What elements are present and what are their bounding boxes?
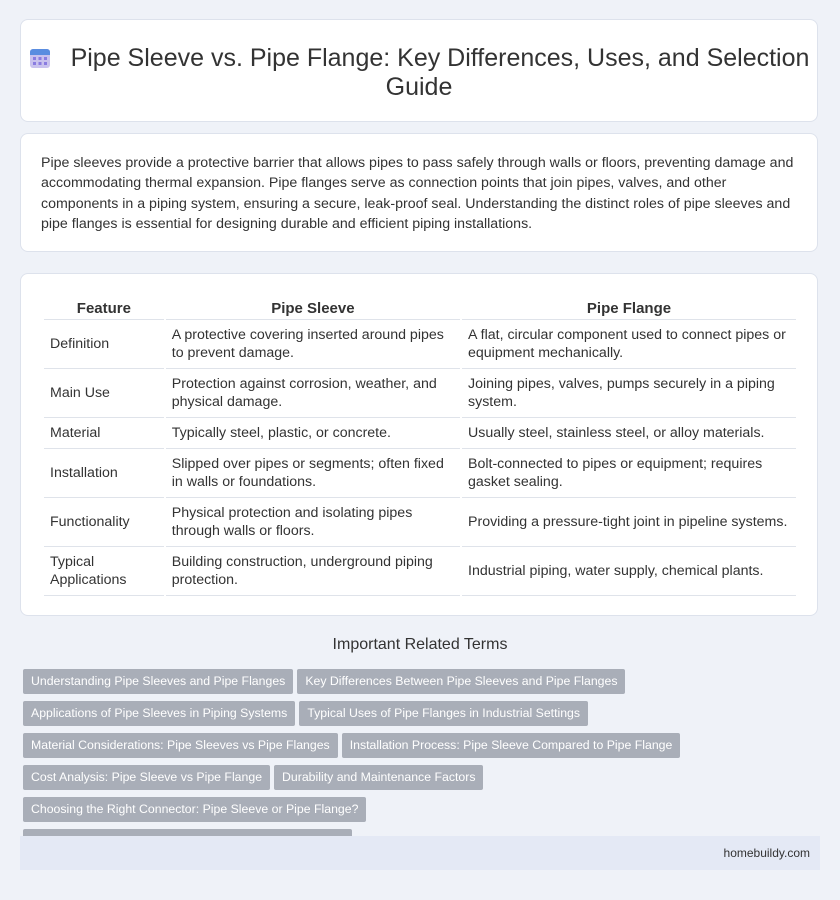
related-tag[interactable]: Durability and Maintenance Factors: [274, 765, 483, 790]
flange-cell: Industrial piping, water supply, chemical plants.: [462, 547, 796, 596]
sleeve-cell: Protection against corrosion, weather, and physical damage.: [166, 369, 460, 418]
sleeve-cell: A protective covering inserted around pipes to prevent damage.: [166, 320, 460, 369]
table-row: [44, 369, 796, 418]
header-pipe-flange: Pipe Flange: [462, 297, 796, 320]
feature-cell: Material: [44, 418, 164, 449]
title-card: [20, 19, 818, 122]
related-tag[interactable]: Understanding Pipe Sleeves and Pipe Flanges: [23, 669, 293, 694]
page-title-wrap: [21, 44, 817, 102]
related-tag[interactable]: Material Considerations: Pipe Sleeves vs Pipe Flanges: [23, 733, 338, 758]
feature-cell: Main Use: [44, 369, 164, 418]
table-row: [44, 320, 796, 369]
feature-cell: Installation: [44, 449, 164, 498]
table-row: [44, 418, 796, 449]
flange-cell: Joining pipes, valves, pumps securely in a piping system.: [462, 369, 796, 418]
sleeve-cell: Physical protection and isolating pipes through walls or floors.: [166, 498, 460, 547]
intro-card: [20, 133, 818, 252]
feature-cell: Typical Applications: [44, 547, 164, 596]
header-feature: Feature: [44, 297, 164, 320]
table-row: [44, 498, 796, 547]
related-tag[interactable]: Typical Uses of Pipe Flanges in Industrial Settings: [299, 701, 588, 726]
flange-cell: Providing a pressure-tight joint in pipeline systems.: [462, 498, 796, 547]
sleeve-cell: Slipped over pipes or segments; often fixed in walls or foundations.: [166, 449, 460, 498]
calendar-icon: [29, 47, 51, 69]
footer: [20, 836, 820, 870]
table-row: [44, 449, 796, 498]
related-tag[interactable]: Choosing the Right Connector: Pipe Sleeve or Pipe Flange?: [23, 797, 366, 822]
flange-cell: Usually steel, stainless steel, or alloy materials.: [462, 418, 796, 449]
feature-cell: Definition: [44, 320, 164, 369]
related-tag[interactable]: Cost Analysis: Pipe Sleeve vs Pipe Flange: [23, 765, 270, 790]
table-header-row: [44, 297, 796, 320]
header-pipe-sleeve: Pipe Sleeve: [166, 297, 460, 320]
related-terms-title: Important Related Terms: [332, 636, 508, 653]
related-tag[interactable]: Applications of Pipe Sleeves in Piping Systems: [23, 701, 295, 726]
related-tag[interactable]: Installation Process: Pipe Sleeve Compared to Pipe Flange: [342, 733, 681, 758]
sleeve-cell: Typically steel, plastic, or concrete.: [166, 418, 460, 449]
feature-cell: Functionality: [44, 498, 164, 547]
table-row: [44, 547, 796, 596]
comparison-table: [42, 297, 798, 596]
related-tag[interactable]: Key Differences Between Pipe Sleeves and Pipe Flanges: [297, 669, 625, 694]
flange-cell: Bolt-connected to pipes or equipment; requires gasket sealing.: [462, 449, 796, 498]
page-title: Pipe Sleeve vs. Pipe Flange: Key Differences, Uses, and Selection Guide: [70, 44, 810, 101]
comparison-card: [20, 273, 818, 616]
flange-cell: A flat, circular component used to connect pipes or equipment mechanically.: [462, 320, 796, 369]
intro-paragraph: Pipe sleeves provide a protective barrier that allows pipes to pass safely through walls or floors, preventing damage and accommodating thermal expansion. Pipe flanges serve as connection points that join pipes, valves, and other components in a piping system, ensuring a secure, leak-proof seal. Understanding the distinct roles of pipe sleeves and pipe flanges is essential for designing durable and efficient piping installations.: [41, 155, 794, 233]
related-tags: [23, 669, 823, 861]
footer-site[interactable]: homebuildy.com: [723, 846, 810, 860]
sleeve-cell: Building construction, underground piping protection.: [166, 547, 460, 596]
